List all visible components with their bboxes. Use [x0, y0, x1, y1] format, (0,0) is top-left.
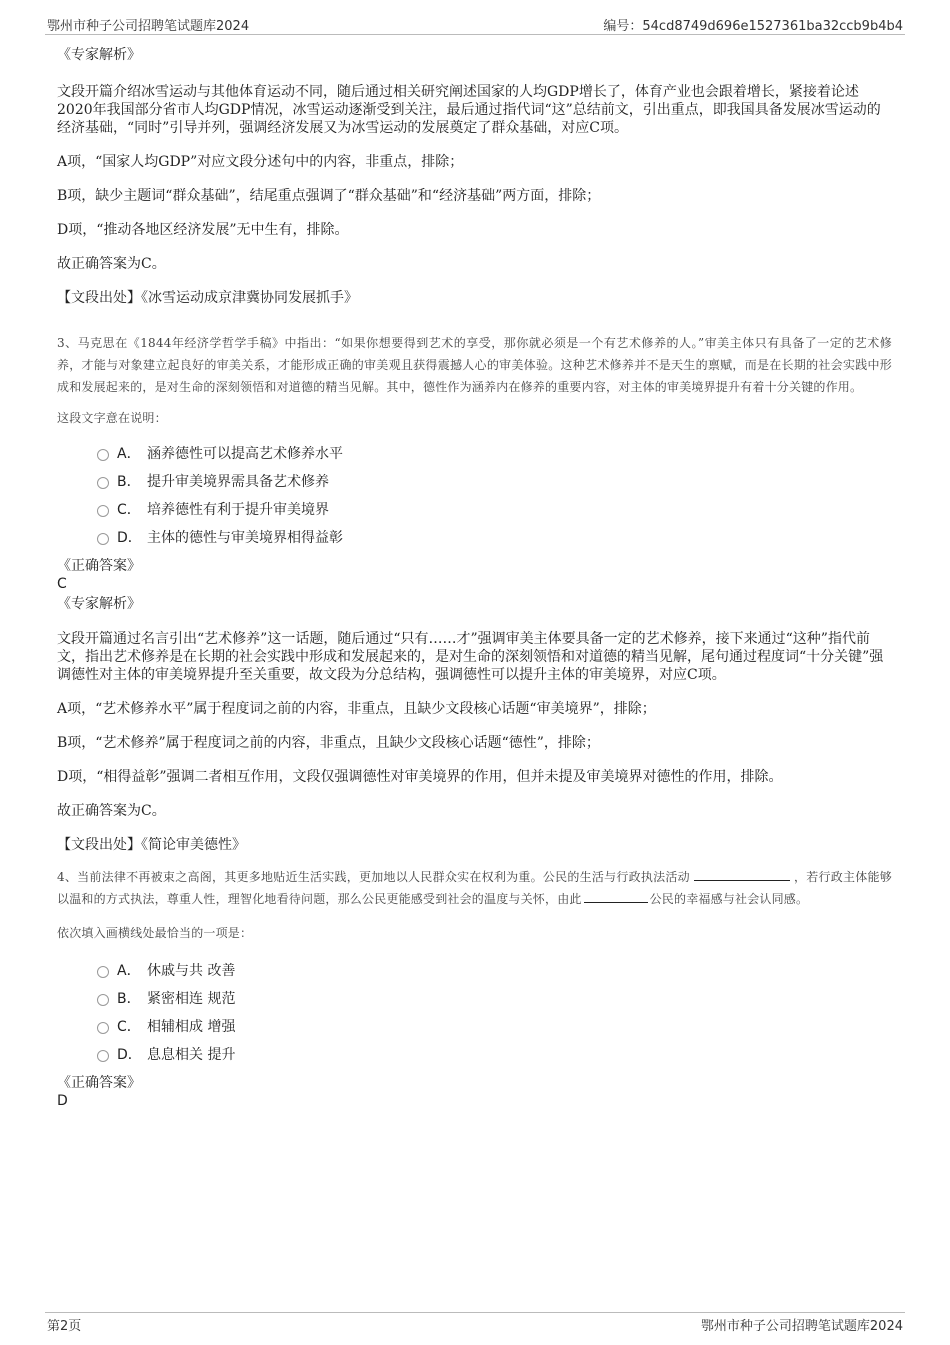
option-b[interactable]: B． 紧密相连 规范: [97, 984, 892, 1012]
passage-source: 【文段出处】《简论审美德性》: [57, 837, 246, 853]
fill-blank-2: [584, 890, 648, 903]
option-c[interactable]: C． 培养德性有利于提升审美境界: [97, 495, 892, 523]
fill-blank-1: [694, 868, 790, 881]
option-d[interactable]: D． 主体的德性与审美境界相得益彰: [97, 523, 892, 551]
analysis-option-b: B项，“艺术修养”属于程度词之前的内容，非重点，且缺少文段核心话题“德性”，排除；: [57, 735, 600, 751]
radio-icon[interactable]: [97, 994, 109, 1006]
radio-icon[interactable]: [97, 477, 109, 489]
analysis-conclusion: 故正确答案为C。: [57, 256, 166, 272]
footer-title: 鄂州市种子公司招聘笔试题库2024: [700, 1319, 903, 1334]
radio-icon[interactable]: [97, 449, 109, 461]
question-4-options: [57, 956, 892, 1068]
option-a[interactable]: A． 休戚与共 改善: [97, 956, 892, 984]
page-number: 第2页: [47, 1319, 82, 1334]
expert-analysis-text: 文段开篇介绍冰雪运动与其他体育运动不同，随后通过相关研究阐述国家的人均GDP增长了，体育产业也会跟着增长，紧接着论述2020年我国部分省市人均GDP情况，冰雪运动逐渐受到关注，最后通过指代词“这”总结前文，引出重点，即我国具备发展冰雪运动的经济基础，“同时”引导并列，强调经济发展又为冰雪运动的发展奠定了群众基础，对应C项。: [57, 84, 881, 136]
option-c[interactable]: C． 相辅相成 增强: [97, 1012, 892, 1040]
radio-icon[interactable]: [97, 533, 109, 545]
header-title: 鄂州市种子公司招聘笔试题库2024: [47, 19, 250, 34]
correct-answer-title: 《正确答案》: [57, 1075, 141, 1091]
analysis-option-d: D项，“推动各地区经济发展”无中生有，排除。: [57, 222, 349, 238]
option-b[interactable]: B． 提升审美境界需具备艺术修养: [97, 467, 892, 495]
radio-icon[interactable]: [97, 1050, 109, 1062]
radio-icon[interactable]: [97, 1022, 109, 1034]
expert-analysis-title: 《专家解析》: [57, 596, 141, 612]
question-3-prompt: 这段文字意在说明：: [57, 411, 167, 425]
analysis-option-d: D项，“相得益彰”强调二者相互作用，文段仅强调德性对审美境界的作用，但并未提及审美境界对德性的作用，排除。: [57, 769, 783, 785]
expert-analysis-text: 文段开篇通过名言引出“艺术修养”这一话题，随后通过“只有……才”强调审美主体要具备一定的艺术修养，接下来通过“这种”指代前文，指出艺术修养是在长期的社会实践中形成和发展起来的，是对生命的深刻领悟和对道德的精当见解，尾句通过程度词“十分关键”强调德性对主体的审美境界提升至关重要，故文段为分总结构，强调德性可以提升主体的审美境界，对应C项。: [57, 631, 884, 683]
question-4-text: 4、当前法律不再被束之高阁，其更多地贴近生活实践，更加地以人民群众实在权利为重。公民的生活与行政执法活动 ，若行政主体能够以温和的方式执法，尊重人性，理智化地看待问题，那么公民更能感受到社会的温度与关怀，由此 公民的幸福感与社会认同感。: [57, 870, 892, 906]
question-3-text: 3、马克思在《1844年经济学哲学手稿》中指出：“如果你想要得到艺术的享受，那你就必须是一个有艺术修养的人。”审美主体只有具备了一定的艺术修养，才能与对象建立起良好的审美关系，才能形成正确的审美观且获得震撼人心的审美体验。这种艺术修养并不是天生的禀赋，而是在长期的社会实践中形成和发展起来的，是对生命的深刻领悟和对道德的精当见解。其中，德性作为涵养内在修养的重要内容，对主体的审美境界提升有着十分关键的作用。: [57, 336, 892, 394]
radio-icon[interactable]: [97, 505, 109, 517]
passage-source: 【文段出处】《冰雪运动成京津冀协同发展抓手》: [57, 290, 358, 306]
analysis-option-b: B项，缺少主题词“群众基础”，结尾重点强调了“群众基础”和“经济基础”两方面，排除；: [57, 188, 601, 204]
page-header: [45, 14, 905, 35]
header-doc-id: 编号：54cd8749d696e1527361ba32ccb9b4b4: [603, 19, 903, 34]
option-a[interactable]: A． 涵养德性可以提高艺术修养水平: [97, 439, 892, 467]
page-footer: [45, 1312, 905, 1333]
correct-answer: C: [57, 576, 67, 592]
correct-answer: D: [57, 1093, 68, 1109]
analysis-option-a: A项，“艺术修养水平”属于程度词之前的内容，非重点，且缺少文段核心话题“审美境界”，排除；: [57, 701, 656, 717]
expert-analysis-title: 《专家解析》: [57, 47, 141, 63]
radio-icon[interactable]: [97, 966, 109, 978]
question-3-options: [57, 439, 892, 551]
option-d[interactable]: D． 息息相关 提升: [97, 1040, 892, 1068]
correct-answer-title: 《正确答案》: [57, 558, 141, 574]
page-content: [57, 44, 892, 1110]
analysis-option-a: A项，“国家人均GDP”对应文段分述句中的内容，非重点，排除；: [57, 154, 464, 170]
analysis-conclusion: 故正确答案为C。: [57, 803, 166, 819]
question-4-prompt: 依次填入画横线处最恰当的一项是：: [57, 926, 253, 940]
